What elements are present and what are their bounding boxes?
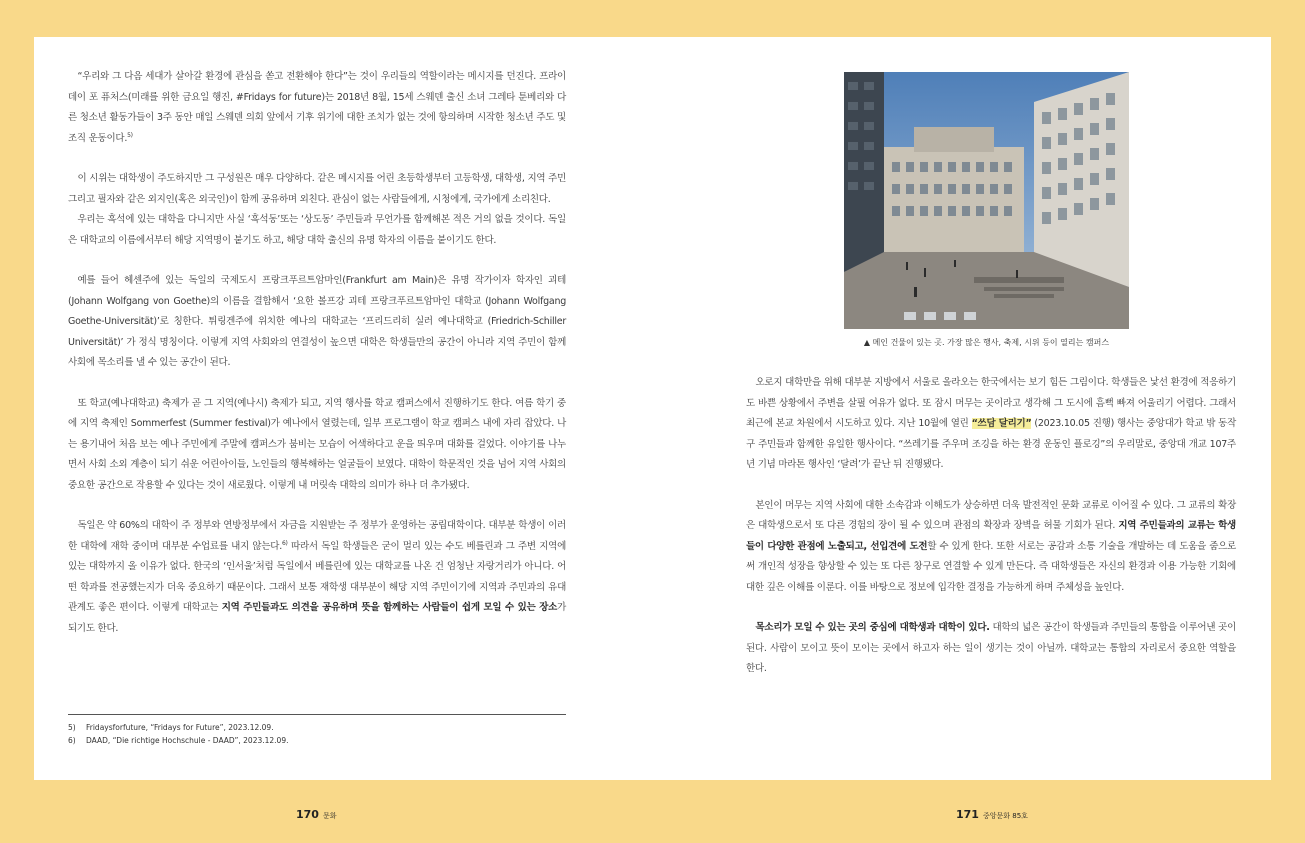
right-column (746, 373, 1236, 680)
paragraph: 우리는 흑석에 있는 대학을 다니지만 사실 ‘흑석동’또는 ‘상도동’ 주민들과 무언가를 함께해본 적은 거의 없을 것이다. 독일은 대학교의 이름에서부터 해당 지역명이 붙기도 하고, 해당 대학 출신의 유명 학자의 이름을 붙이기도 한다. (68, 214, 566, 246)
photo-caption: ▲ 메인 건물이 있는 곳. 가장 많은 행사, 축제, 시위 등이 열리는 캠퍼스 (863, 338, 1110, 347)
emphasis: 지역 주민들과의 교류는 학생들이 다양한 관점에 노출되고, 선입견에 도전 (746, 520, 1236, 552)
footnote: 6) DAAD, “Die richtige Hochschule - DAAD”, 2023.12.09. (68, 736, 289, 745)
page-number-right: 171 중앙문화 85호 (956, 808, 1028, 821)
paragraph: 오로지 대학만을 위해 대부분 지방에서 서울로 올라오는 한국에서는 보기 힘든 그림이다. 학생들은 낯선 환경에 적응하기도 바쁜 상황에서 주변을 살필 여유가 없다. 또 잠시 머무는 곳이라고 생각해 그 도시에 흠뻑 빠져 어울리기 어렵다. 그래서 최근에 본교 차원에서 시도하고 있다. 지난 10월에 열린 “쓰담 달리기” (2023.10.05 진행) 행사는 중앙대가 학교 밖 동작구 주민들과 함께한 유일한 행사이다. “쓰레기를 주우며 조깅을 하는 환경 운동인 플로깅”의 우리말로, 중앙대 개교 107주년 기념 마라톤 행사인 ‘달려’가 끝난 뒤 진행됐다. (746, 377, 1236, 470)
highlight: “쓰담 달리기” (971, 418, 1032, 429)
left-column (68, 67, 566, 639)
page-spread (34, 37, 1271, 780)
footnote: 5) Fridaysforfuture, “Fridays for Future”, 2023.12.09. (68, 723, 274, 732)
paragraph: 본인이 머무는 지역 사회에 대한 소속감과 이해도가 상승하면 더욱 발전적인 문화 교류로 이어질 수 있다. 그 교류의 확장은 대학생으로서 또 다른 경험의 장이 될 수 있으며 관점의 확장과 장벽을 허물 기회가 된다. 지역 주민들과의 교류는 학생들이 다양한 관점에 노출되고, 선입견에 도전할 수 있게 한다. 또한 서로는 공감과 소통 기술을 개발하는 데 도움을 줌으로써 개인적 성장을 향상할 수 있는 또 다른 창구로 연결할 수 있게 만든다. 즉 대학생들은 자신의 환경과 이용 가능한 기회에 대한 깊은 이해를 이룬다. 이를 바탕으로 정보에 입각한 결정을 가능하게 하며 주체성을 높인다. (746, 499, 1236, 593)
page-number-left: 170 문화 (296, 808, 337, 821)
paragraph: 목소리가 모일 수 있는 곳의 중심에 대학생과 대학이 있다. 대학의 넓은 공간이 학생들과 주민들의 통합을 이루어낸 곳이 된다. 사람이 모이고 뜻이 모이는 곳에서 하고자 하는 일이 생기는 것이 아닐까. 대학교는 통합의 자리로서 중요한 역할을 한다. (746, 622, 1236, 674)
footnotes (68, 721, 566, 747)
campus-photo-illustration (844, 72, 1129, 329)
footnote-ref[interactable]: 5) (127, 131, 133, 139)
paragraph: 또 학교(예나대학교) 축제가 곧 그 지역(예나시) 축제가 되고, 지역 행사를 학교 캠퍼스에서 진행하기도 한다. 여름 학기 중에 지역 축제인 Sommerfest (Summer festival)가 예나에서 열렸는데, 일부 프로그램이 학교 캠퍼스 내에 자리 잡았다. 나는 용기내어 처음 보는 예나 주민에게 주말에 캠퍼스가 붐비는 모습이 어색하다고 운을 띄우며 대화를 걸었다. 이야기를 나누면서 사회 소외 계층이 되기 쉬운 어린아이들, 노인들의 행복해하는 얼굴들이 보였다. 대학이 학문적인 것을 넘어 지역 사회의 중요한 공간으로 작용할 수 있다는 것이 새로웠다. 이렇게 내 머릿속 대학의 의미가 하나 더 추가됐다. (68, 397, 566, 491)
emphasis: 지역 주민들과도 의견을 공유하며 뜻을 함께하는 사람들이 쉽게 모일 수 있는 장소 (221, 602, 558, 613)
campus-photo (844, 72, 1129, 329)
paragraph: 독일은 약 60%의 대학이 주 정부와 연방정부에서 자금을 지원받는 주 정부가 운영하는 공립대학이다. 대부분 학생이 이러한 대학에 재학 중이며 대부분 수업료를 내지 않는다.$^{6)}$ 따라서 독일 학생들은 굳이 멀리 있는 수도 베를린과 그 주변 지역에 있는 대학까지 올 이유가 없다. 한국의 ‘인서울’처럼 독일에서 베를린에 있는 대학교를 나온 건 엄청난 자랑거리가 아니다. 어떤 학과를 전공했는지가 더욱 중요하기 때문이다. 그래서 보통 재학생 대부분이 해당 지역 주민이기에 지역과 주민과의 유대 관계도 좋은 편이다. 이렇게 대학교는 지역 주민들과도 의견을 공유하며 뜻을 함께하는 사람들이 쉽게 모일 수 있는 장소가 되기도 한다. (68, 520, 566, 634)
paragraph: 이 시위는 대학생이 주도하지만 그 구성원은 매우 다양하다. 같은 메시지를 어린 초등학생부터 고등학생, 대학생, 지역 주민 그리고 필자와 같은 외지인(혹은 외국인)이 함께 공유하며 외친다. 관심이 없는 사람들에게, 시청에게, 국가에게 소리친다. (68, 173, 566, 205)
footnote-divider (68, 714, 566, 715)
paragraph: 예를 들어 헤센주에 있는 독일의 국제도시 프랑크푸르트암마인(Frankfurt am Main)은 유명 작가이자 학자인 괴테 (Johann Wolfgang von Goethe)의 이름을 결합해서 ‘요한 볼프강 괴테 프랑크푸르트암마인 대학교 (Johann Wolfgang Goethe-Universität)’로 칭한다. 튀링겐주에 위치한 예나의 대학교는 ‘프리드리히 실러 예나대학교 (Friedrich-Schiller Universität)’ 가 정식 명칭이다. 이렇게 지역 사회와의 연결성이 높으면 대학은 학생들만의 공간이 아니라 지역 주민이 함께 사회에 목소리를 낼 수 있는 공간이 된다. (68, 275, 566, 368)
emphasis: 목소리가 모일 수 있는 곳의 중심에 대학생과 대학이 있다. (755, 622, 990, 633)
paragraph: “우리와 그 다음 세대가 살아갈 환경에 관심을 쏟고 전환해야 한다”는 것이 우리들의 역할이라는 메시지를 던진다. 프라이데이 포 퓨처스(미래를 위한 금요일 행진, #Fridays for future)는 2018년 8월, 15세 스웨덴 출신 소녀 그레타 툰베리와 다른 청소년 활동가들이 3주 동안 매일 스웨덴 의회 앞에서 기후 위기에 대한 조치가 없는 것에 항의하며 시작한 청소년 주도 및 조직 운동이다.$^{5)}$ (68, 71, 566, 144)
footnote-ref[interactable]: 6) (281, 539, 288, 547)
